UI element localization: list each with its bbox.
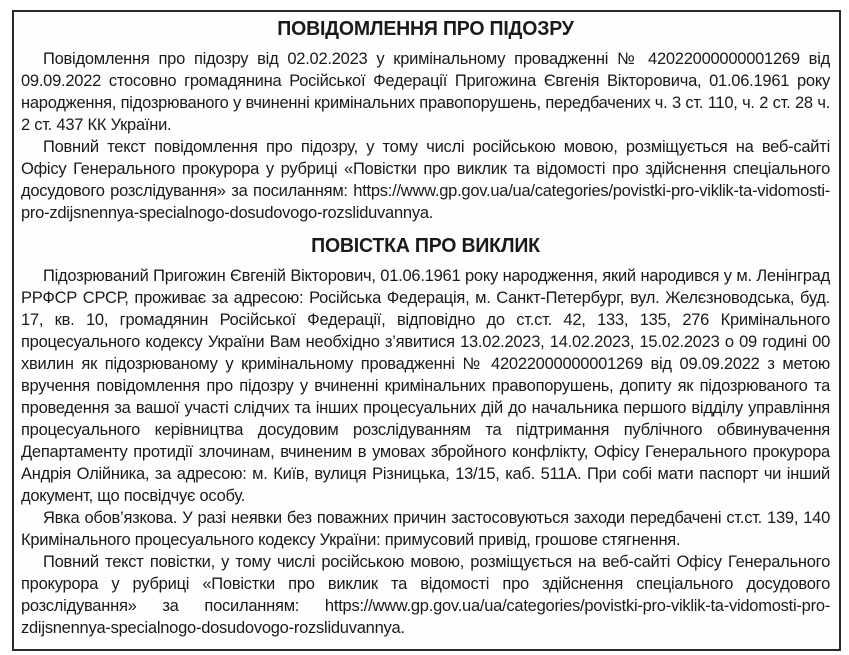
document-frame — [12, 10, 841, 651]
notice-paragraph-2: Повний текст повідомлення про підозру, у тому числі російською мовою, розміщується на веб-сайті Офісу Генерального прокурора у рубриці «Повістки про виклик та відомості про здійснення спеціального досудового розслідування» за посиланням: https://www.gp.gov.ua/ua/categories/povistki-pro-viklik-ta-vidomosti-pro-zdijsnennya-specialnogo-dosudovogo-rozsliduvannya. — [21, 138, 830, 222]
summons-paragraph-1: Підозрюваний Пригожин Євгеній Вікторович, 01.06.1961 року народження, який народився у м. Ленінград РРФСР СРСР, проживає за адресою: Російська Федерація, м. Санкт-Петербург, вул. Желєзноводська, буд. 17, кв. 10, громадянин Російської Федерації, відповідно до ст.ст. 42, 133, 135, 276 Кримінального процесуального кодексу України Вам необхідно з’явитися 13.02.2023, 14.02.2023, 15.02.2023 о 09 годині 00 хвилин як підозрюваному у кримінальному провадженні № 42022000000001269 від 09.09.2022 з метою вручення повідомлення про підозру у вчиненні кримінальних правопорушень, допиту як підозрюваного та проведення за вашої участі слідчих та інших процесуальних дій до начальника першого відділу управління процесуального керівництва досудовим розслідуванням та підтримання публічного обвинувачення Департаменту протидії злочинам, вчиненим в умовах збройного конфлікту, Офісу Генерального прокурора Андрія Олійника, за адресою: м. Київ, вулиця Різницька, 13/15, каб. 511А. При собі мати паспорт чи інший документ, що посвідчує особу. — [21, 267, 830, 505]
summons-paragraph-2: Явка обов’язкова. У разі неявки без поважних причин застосовуються заходи передбачені ст.ст. 139, 140 Кримінального процесуального кодексу України: примусовий привід, грошове стягнення. — [21, 509, 830, 549]
summons-paragraph-3: Повний текст повістки, у тому числі російською мовою, розміщується на веб-сайті Офісу Генерального прокурора у рубриці «Повістки про виклик та відомості про здійснення спеціального досудового розслідування» за посиланням: https://www.gp.gov.ua/ua/categories/povistki-pro-viklik-ta-vidomosti-pro-zdijsnennya-specialnogo-dosudovogo-rozsliduvannya. — [21, 553, 830, 637]
summons-title: ПОВІСТКА ПРО ВИКЛИК — [311, 234, 540, 258]
notice-of-suspicion-title: ПОВІДОМЛЕННЯ ПРО ПІДОЗРУ — [277, 17, 574, 41]
notice-paragraph-1: Повідомлення про підозру від 02.02.2023 у кримінальному провадженні № 42022000000001269 від 09.09.2022 стосовно громадянина Російської Федерації Пригожина Євгенія Вікторовича, 01.06.1961 року народження, підозрюваного у вчиненні кримінальних правопорушень, передбачених ч. 3 ст. 110, ч. 2 ст. 28 ч. 2 ст. 437 КК України. — [21, 50, 830, 134]
